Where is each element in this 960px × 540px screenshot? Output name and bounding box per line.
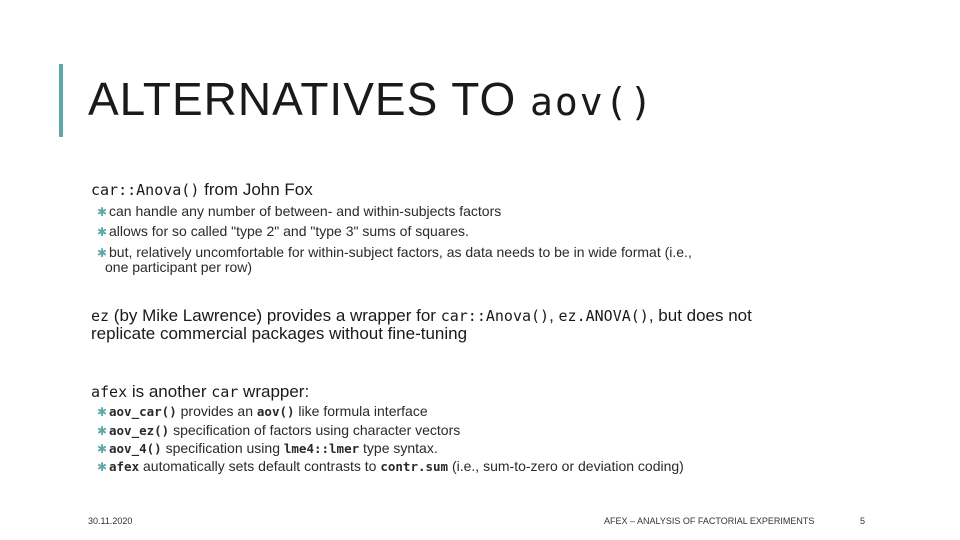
- ez-text-2: ,: [549, 306, 559, 325]
- section3-bullet-3: [97, 440, 438, 458]
- section-ez-line-1: [91, 307, 752, 325]
- bullet-text: specification using: [161, 440, 284, 456]
- slide-title-code: aov(): [530, 80, 655, 124]
- section3-bullet-4: [97, 458, 684, 476]
- bullet-text: like formula interface: [294, 403, 428, 419]
- bullet-text: type syntax.: [359, 440, 438, 456]
- contr-sum-code: contr.sum: [380, 459, 449, 474]
- ez-text-3: , but does not: [648, 306, 752, 325]
- bullet-text: but, relatively uncomfortable for within-subject factors, as data needs to be in wide format (i.e.,: [109, 244, 692, 260]
- ez-code: ez: [91, 307, 110, 325]
- footer-date: 30.11.2020: [88, 516, 133, 526]
- section-afex-heading: [91, 383, 309, 401]
- aov-ez-code: aov_ez(): [109, 423, 170, 438]
- car-anova-code-2: car::Anova(): [440, 307, 550, 325]
- aov-4-code: aov_4(): [109, 441, 162, 456]
- bullet-text: can handle any number of between- and within-subjects factors: [109, 203, 502, 219]
- bullet-text: provides an: [176, 403, 257, 419]
- ez-anova-code: ez.ANOVA(): [558, 307, 649, 325]
- afex-code: afex: [91, 383, 128, 401]
- title-accent-bar: [59, 64, 63, 137]
- asterisk-bullet-icon: ✱: [97, 405, 108, 419]
- asterisk-bullet-icon: ✱: [97, 246, 108, 260]
- section-ez-line-2: [91, 325, 467, 343]
- aov-code: aov(): [256, 404, 295, 419]
- aov-car-code: aov_car(): [109, 404, 177, 419]
- asterisk-bullet-icon: ✱: [97, 225, 108, 239]
- ez-text-1: (by Mike Lawrence) provides a wrapper for: [109, 306, 441, 325]
- car-anova-text: from John Fox: [199, 180, 313, 199]
- car-code: car: [211, 383, 239, 401]
- asterisk-bullet-icon: ✱: [97, 442, 108, 456]
- afex-code-2: afex: [109, 459, 140, 474]
- slide-title-text: ALTERNATIVES TO: [88, 73, 531, 125]
- bullet-text: automatically sets default contrasts to: [139, 458, 381, 474]
- bullet-text: allows for so called "type 2" and "type 3" sums of squares.: [109, 223, 469, 239]
- bullet-text: (i.e., sum-to-zero or deviation coding): [448, 458, 684, 474]
- ez-text-line-2: replicate commercial packages without fine-tuning: [91, 324, 468, 343]
- section1-bullet-1: [97, 203, 501, 221]
- section-car-anova-heading: [91, 181, 313, 199]
- car-anova-code: car::Anova(): [91, 181, 200, 199]
- footer-title: AFEX – ANALYSIS OF FACTORIAL EXPERIMENTS: [604, 516, 815, 526]
- afex-text-2: wrapper:: [238, 382, 310, 401]
- lme4-lmer-code: lme4::lmer: [283, 441, 360, 456]
- section3-bullet-1: [97, 403, 428, 421]
- asterisk-bullet-icon: ✱: [97, 205, 108, 219]
- section1-bullet-2: [97, 223, 469, 241]
- bullet-text: one participant per row): [105, 259, 253, 275]
- slide-title: [88, 72, 654, 126]
- bullet-text: specification of factors using character vectors: [169, 422, 461, 438]
- asterisk-bullet-icon: ✱: [97, 460, 108, 474]
- page-number: 5: [860, 516, 866, 526]
- afex-text-1: is another: [127, 382, 212, 401]
- section1-bullet-3-continued: [105, 259, 252, 276]
- asterisk-bullet-icon: ✱: [97, 424, 108, 438]
- section3-bullet-2: [97, 422, 460, 440]
